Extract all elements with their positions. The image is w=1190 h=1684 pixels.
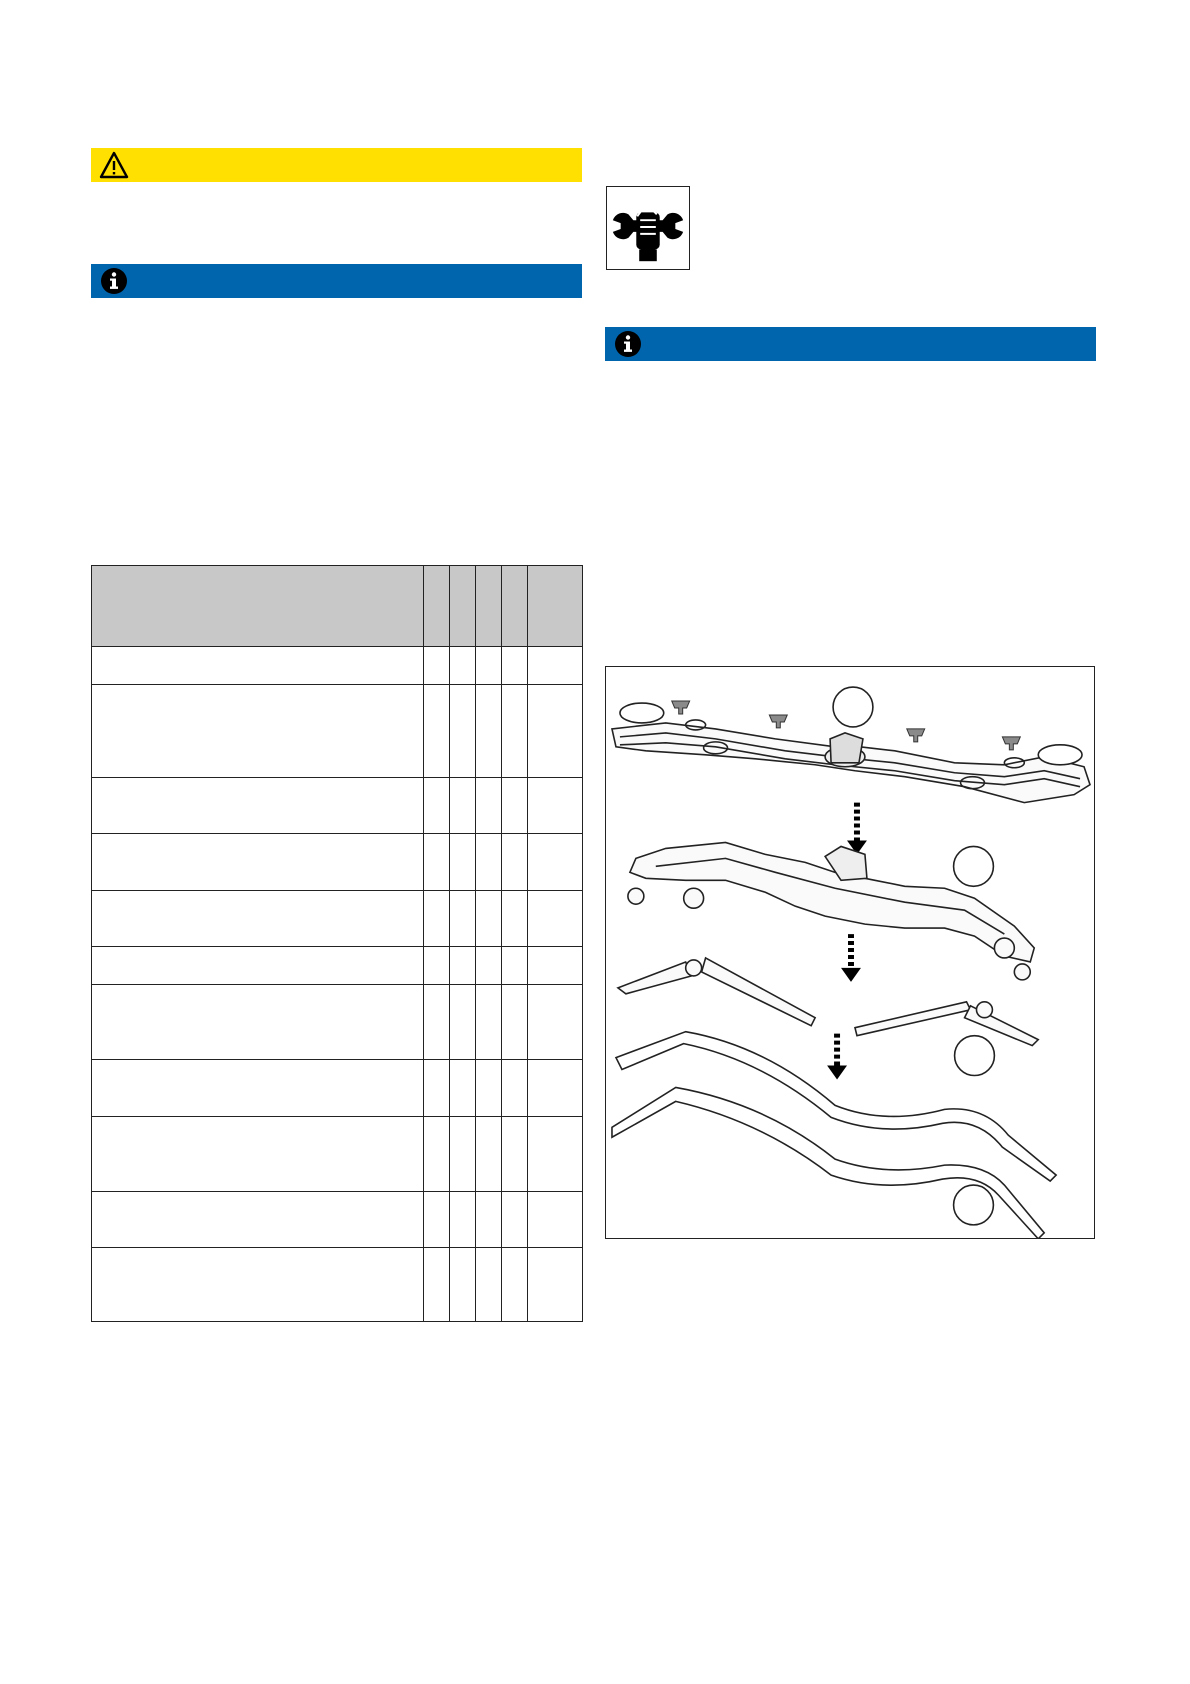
table-cell <box>476 834 502 891</box>
table-cell <box>476 778 502 834</box>
warning-bar <box>91 148 582 182</box>
table-header-cell <box>92 566 424 647</box>
table-cell <box>476 891 502 947</box>
table-cell <box>528 1060 583 1117</box>
table-cell <box>528 1192 583 1248</box>
table-cell <box>92 891 424 947</box>
table-cell <box>424 891 450 947</box>
table-row <box>92 1248 583 1322</box>
table-cell <box>92 1248 424 1322</box>
table-header-row <box>92 566 583 647</box>
table-cell <box>502 834 528 891</box>
table-cell <box>502 1192 528 1248</box>
table-cell <box>528 778 583 834</box>
table-cell <box>476 947 502 985</box>
table-cell <box>450 985 476 1060</box>
service-symbol <box>606 186 690 270</box>
table-cell <box>424 778 450 834</box>
info-icon <box>613 329 643 359</box>
warning-triangle-icon <box>99 150 129 180</box>
table-cell <box>528 1248 583 1322</box>
arrow-down-icon <box>841 934 861 982</box>
table-cell <box>450 1248 476 1322</box>
specification-table <box>91 565 583 1322</box>
table-cell <box>92 985 424 1060</box>
table-cell <box>424 947 450 985</box>
table-cell <box>450 647 476 685</box>
arrow-down-icon <box>847 803 867 855</box>
table-cell <box>528 647 583 685</box>
table-header-cell <box>450 566 476 647</box>
table-row <box>92 985 583 1060</box>
table-cell <box>92 647 424 685</box>
table-header-cell <box>528 566 583 647</box>
table-header-cell <box>424 566 450 647</box>
table-cell <box>450 685 476 778</box>
table-row <box>92 1192 583 1248</box>
table-cell <box>92 834 424 891</box>
table-cell <box>476 985 502 1060</box>
table-body <box>92 647 583 1322</box>
table-row <box>92 834 583 891</box>
table-row <box>92 947 583 985</box>
table-cell <box>92 947 424 985</box>
table-cell <box>450 1060 476 1117</box>
table-cell <box>450 834 476 891</box>
table-cell <box>424 1060 450 1117</box>
table-cell <box>502 778 528 834</box>
table-cell <box>502 985 528 1060</box>
table-cell <box>476 685 502 778</box>
table-cell <box>476 1060 502 1117</box>
table-cell <box>476 1192 502 1248</box>
blade-holders <box>618 958 1038 1046</box>
table-cell <box>424 1248 450 1322</box>
table-header-cell <box>476 566 502 647</box>
table-cell <box>424 685 450 778</box>
table-row <box>92 1117 583 1192</box>
exploded-view-figure <box>605 666 1095 1239</box>
table-cell <box>92 1117 424 1192</box>
table-row <box>92 685 583 778</box>
table-cell <box>502 1060 528 1117</box>
table-cell <box>502 891 528 947</box>
table-header-cell <box>502 566 528 647</box>
table-cell <box>528 1117 583 1192</box>
table-cell <box>450 778 476 834</box>
table-cell <box>476 647 502 685</box>
info-icon <box>99 266 129 296</box>
wrench-hand-icon <box>607 187 689 269</box>
table-cell <box>424 1192 450 1248</box>
table-cell <box>528 947 583 985</box>
table-cell <box>502 1117 528 1192</box>
table-cell <box>450 947 476 985</box>
table-cell <box>92 1060 424 1117</box>
table-cell <box>528 834 583 891</box>
table-cell <box>528 985 583 1060</box>
table-cell <box>450 1117 476 1192</box>
table-cell <box>424 834 450 891</box>
table-cell <box>476 1117 502 1192</box>
table-row <box>92 1060 583 1117</box>
table-cell <box>502 947 528 985</box>
arrow-down-icon <box>827 1034 847 1080</box>
table-cell <box>502 685 528 778</box>
table-cell <box>450 1192 476 1248</box>
table-cell <box>424 647 450 685</box>
table-cell <box>424 985 450 1060</box>
info-bar-right <box>605 327 1096 361</box>
table-row <box>92 891 583 947</box>
table-cell <box>476 1248 502 1322</box>
table-cell <box>502 647 528 685</box>
table-cell <box>424 1117 450 1192</box>
exploded-view-drawing <box>606 667 1094 1238</box>
table-cell <box>450 891 476 947</box>
table-cell <box>528 685 583 778</box>
table-row <box>92 778 583 834</box>
table-cell <box>92 1192 424 1248</box>
table-cell <box>528 891 583 947</box>
table-row <box>92 647 583 685</box>
table-cell <box>502 1248 528 1322</box>
info-bar-left <box>91 264 582 298</box>
table-cell <box>92 685 424 778</box>
table-cell <box>92 778 424 834</box>
